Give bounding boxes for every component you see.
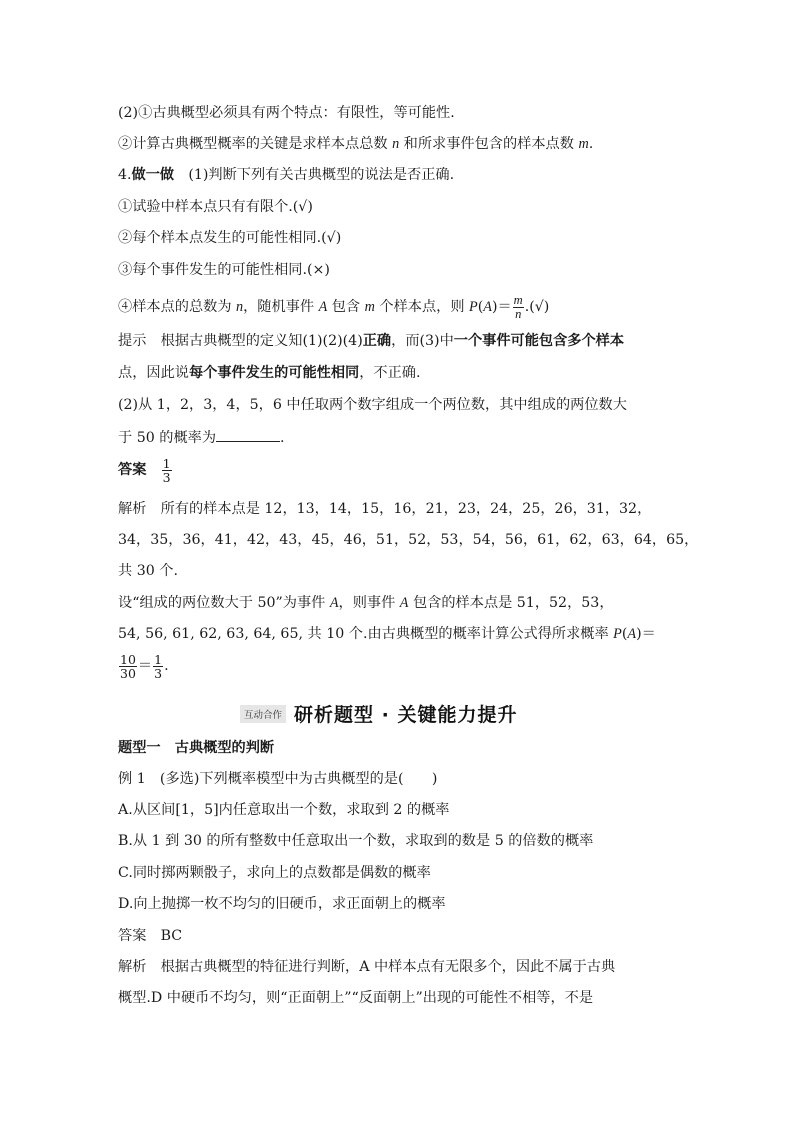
judge-item-3: ③每个事件发生的可能性相同.(×) (118, 262, 330, 278)
answer-line: 答案 $\frac{1}{3}$ (118, 455, 171, 485)
text-line-features: (2)①古典概型必须具有两个特点：有限性，等可能性. (118, 105, 455, 121)
example-answer: 答案 BC (118, 928, 183, 944)
option-a: A.从区间[1，5]内任意取出一个数，求取到 2 的概率 (118, 802, 450, 818)
text-line-try-it: 4.做一做 (1)判断下列有关古典概型的说法是否正确. (118, 167, 455, 183)
section-title: 研析题型 · 关键能力提升 (294, 704, 518, 726)
question-2-line-2: 于 50 的概率为 . (118, 427, 678, 447)
type-heading: 题型一 古典概型的判断 (118, 740, 275, 756)
analysis-line-2: 34，35，36，41，42，43，45，46，51，52，53，54，56，61，62，63，64，65， (118, 532, 699, 548)
example-analysis-line-2: 概型.D 中硬币不均匀，则“正面朝上”“反面朝上”出现的可能性不相等，不是 (118, 990, 594, 1006)
judge-item-2: ②每个样本点发生的可能性相同.(√) (118, 230, 342, 246)
option-d: D.向上抛掷一枚不均匀的旧硬币，求正面朝上的概率 (118, 896, 446, 912)
fraction-ten-over-thirty: $\frac{10}{30}$ (120, 651, 136, 681)
example-analysis-line-1: 解析 根据古典概型的特征进行判断，A 中样本点有无限多个，因此不属于古典 (118, 959, 616, 975)
question-2-line-1: (2)从 1，2，3，4，5，6 中任取两个数字组成一个两位数，其中组成的两位数大 (118, 397, 627, 413)
option-b: B.从 1 到 30 的所有整数中任意取出一个数，求取到的数是 5 的倍数的概率 (118, 833, 594, 849)
analysis-line-1: 解析 所有的样本点是 12，13，14，15，16，21，23，24，25，26，31，32， (118, 501, 652, 517)
option-c: C.同时掷两颗骰子，求向上的点数都是偶数的概率 (118, 865, 431, 881)
answer-blank (216, 427, 280, 442)
judge-item-4: ④样本点的总数为 n，随机事件 A 包含 m 个样本点，则 P(A)＝ $\frac{m}{n}$ .(√) (118, 292, 550, 321)
text-line-key-point: ②计算古典概型概率的关键是求样本点总数 n 和所求事件包含的样本点数 m. (118, 136, 594, 152)
section-header (240, 700, 517, 724)
hint-line-1: 提示 根据古典概型的定义知(1)(2)(4)正确，而(3)中一个事件可能包含多个样本 (118, 333, 625, 349)
analysis-line-5: 54, 56, 61, 62, 63, 64, 65, 共 10 个.由古典概型的概率计算公式得所求概率 P(A)＝ (118, 626, 656, 642)
section-tag: 互动合作 (240, 705, 286, 723)
analysis-line-3: 共 30 个. (118, 563, 178, 579)
fraction-one-third-result: $\frac{1}{3}$ (154, 651, 163, 681)
analysis-line-4: 设“组成的两位数大于 50”为事件 A，则事件 A 包含的样本点是 51，52，53， (118, 595, 614, 611)
example-stem: 例 1 (多选)下列概率模型中为古典概型的是( ) (118, 771, 438, 787)
hint-line-2: 点，因此说每个事件发生的可能性相同，不正确. (118, 365, 421, 381)
judge-item-1: ①试验中样本点只有有限个.(√) (118, 199, 313, 215)
fraction-m-over-n: $\frac{m}{n}$ (513, 292, 523, 321)
analysis-line-6: $\frac{10}{30}$ ＝ $\frac{1}{3}$ . (120, 651, 169, 681)
fraction-one-third: $\frac{1}{3}$ (162, 455, 171, 485)
